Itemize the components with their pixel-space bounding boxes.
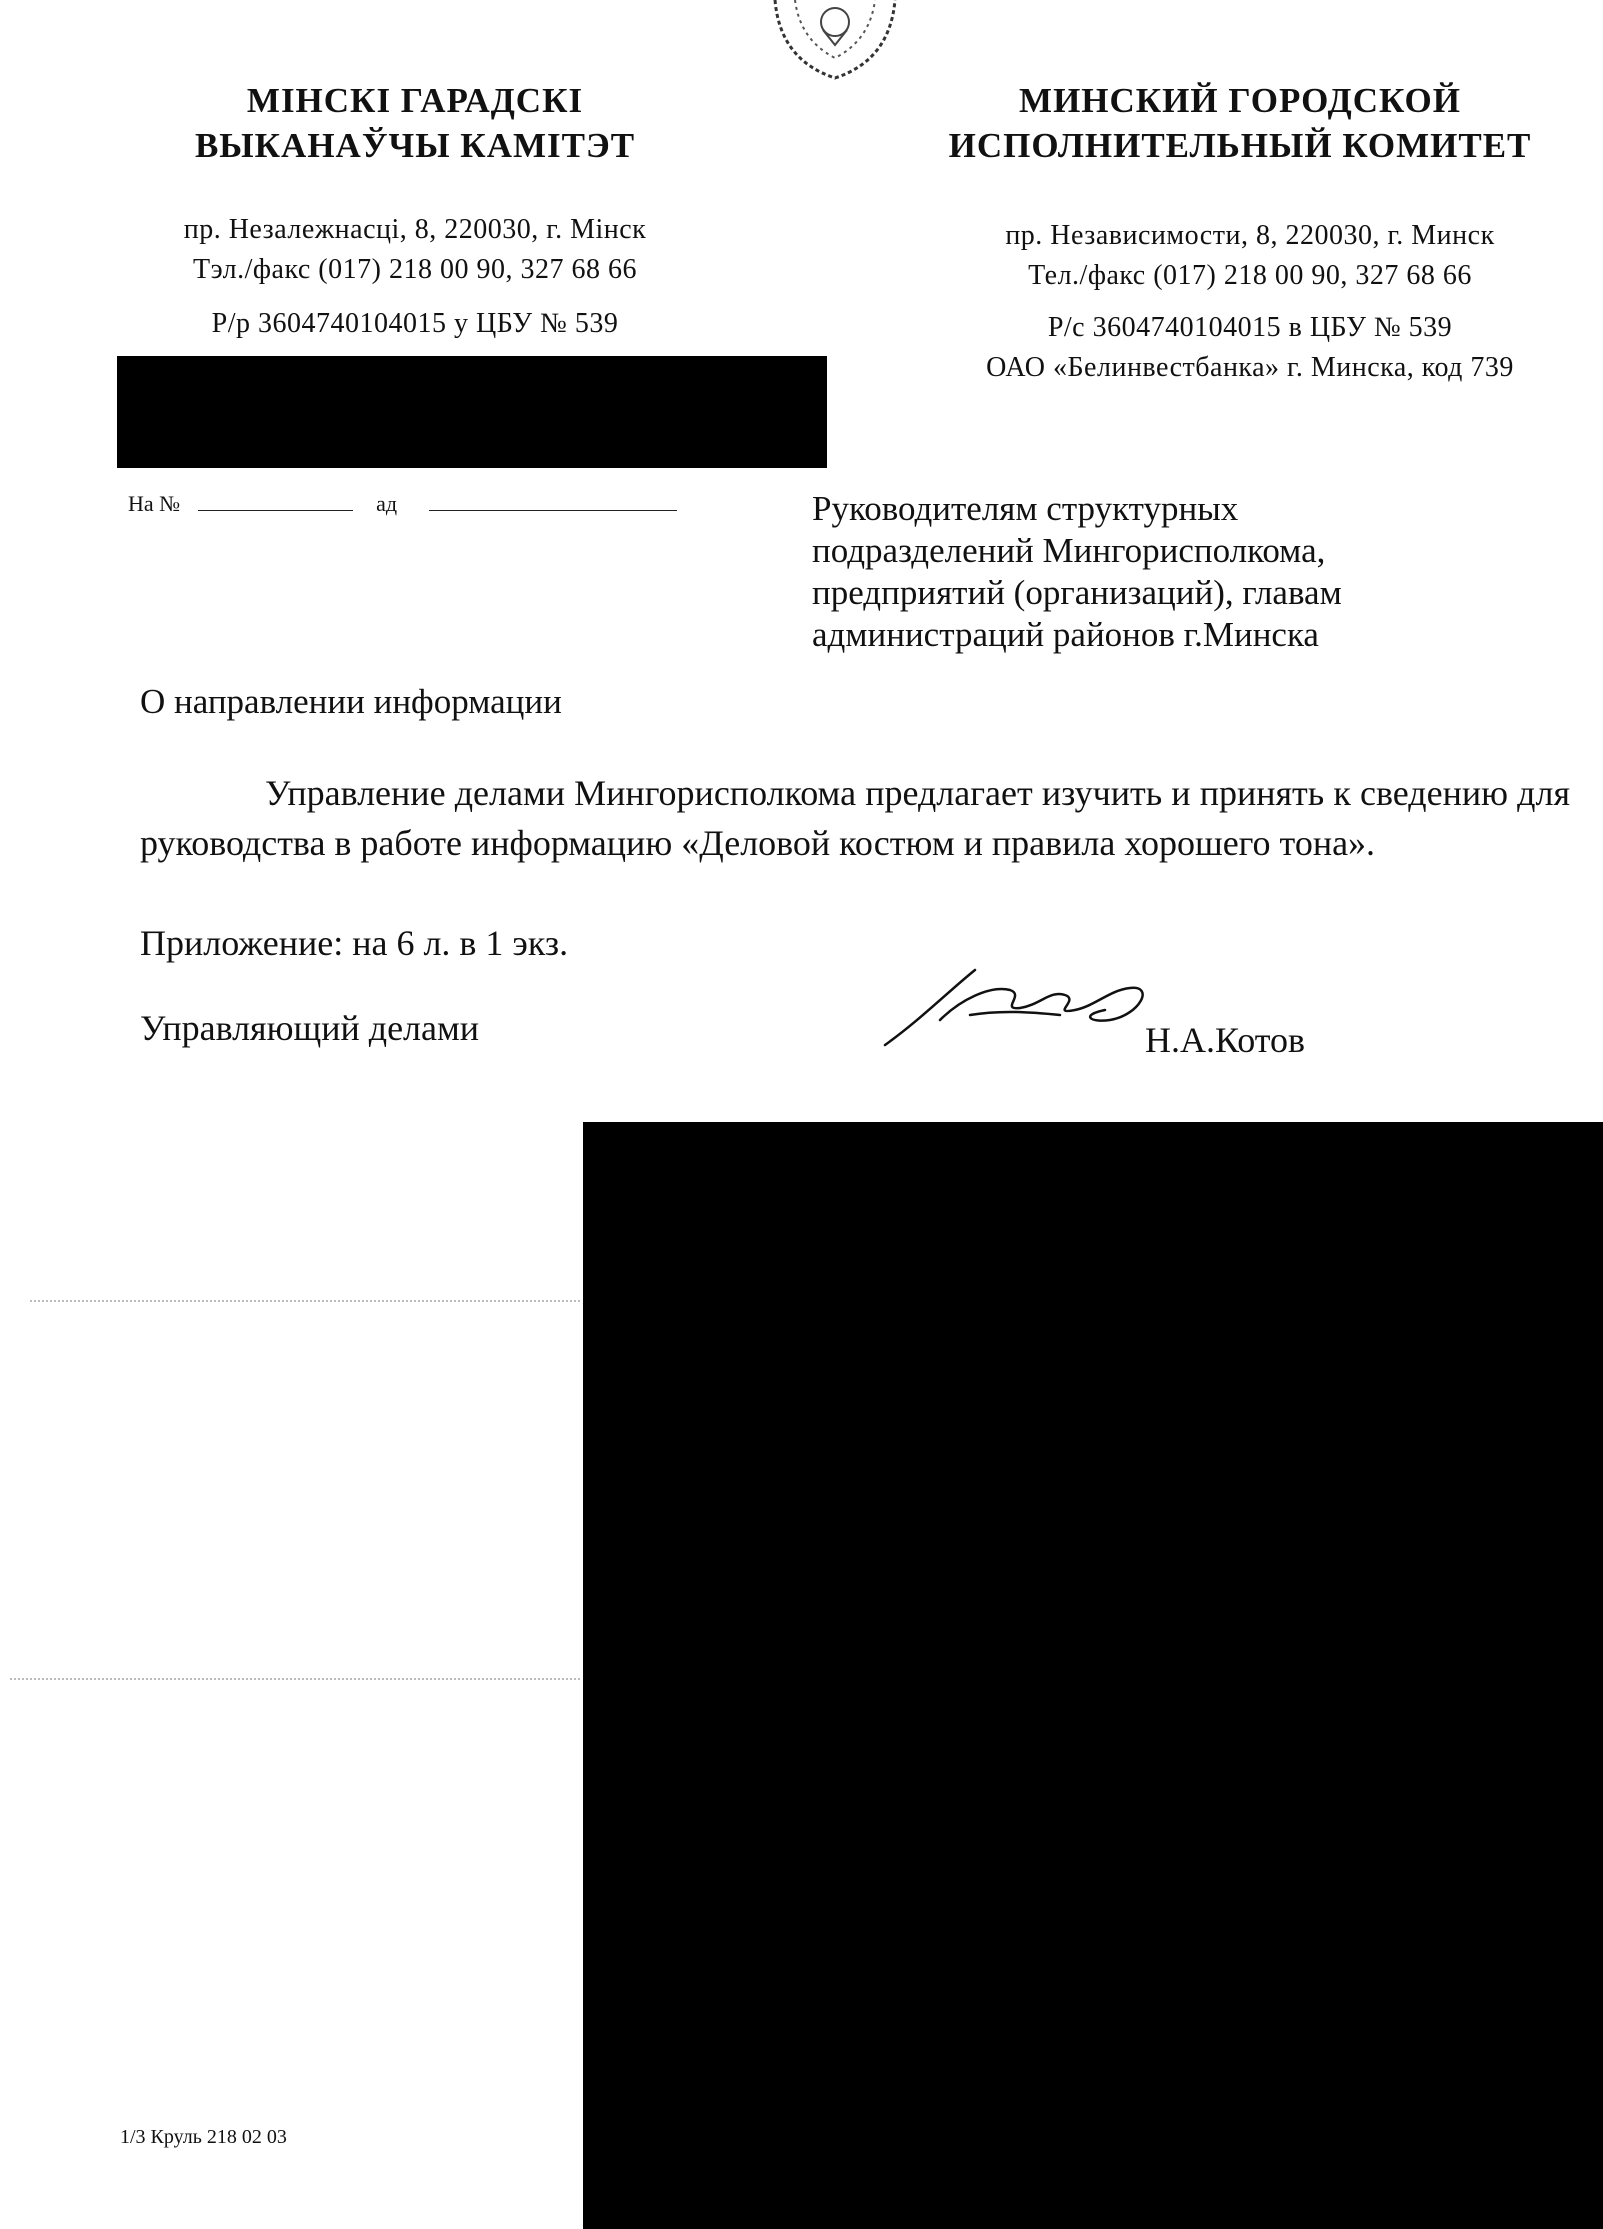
- right-account-line1: Р/с 3604740104015 в ЦБУ № 539: [1047, 312, 1453, 343]
- left-org-title: [130, 78, 700, 168]
- reference-date-blank: [429, 490, 677, 511]
- reference-from-label: ад: [376, 491, 398, 516]
- right-org-title-line1: МИНСКИЙ ГОРОДСКОЙ: [1019, 81, 1461, 120]
- signatory-name: Н.А.Котов: [1145, 1020, 1305, 1060]
- body-paragraph: [140, 768, 1570, 868]
- right-account: [930, 308, 1570, 388]
- executor-footer: 1/3 Круль 218 02 03: [120, 2126, 287, 2148]
- left-account: Р/р 3604740104015 у ЦБУ № 539: [211, 308, 619, 339]
- addressee-line4: администраций районов г.Минска: [812, 615, 1319, 654]
- handwritten-signature: [880, 960, 1180, 1060]
- signatory-position: Управляющий делами: [140, 1008, 480, 1048]
- faint-dotted-line-2: [10, 1678, 580, 1682]
- addressee-line3: предприятий (организаций), главам: [812, 573, 1342, 612]
- redaction-block-bottom: [583, 1122, 1603, 2229]
- faint-dotted-line-1: [30, 1300, 580, 1304]
- left-address-line2: Тэл./факс (017) 218 00 90, 327 68 66: [193, 254, 637, 285]
- attachment-line: Приложение: на 6 л. в 1 экз.: [140, 923, 569, 963]
- addressee-line1: Руководителям структурных: [812, 489, 1239, 528]
- right-account-line2: ОАО «Белинвестбанка» г. Минска, код 739: [986, 352, 1514, 383]
- reference-line: [128, 490, 728, 517]
- right-org-title: [920, 78, 1560, 168]
- right-address-line1: пр. Независимости, 8, 220030, г. Минск: [1005, 220, 1495, 251]
- left-org-title-line1: МІНСКІ ГАРАДСКІ: [246, 81, 584, 120]
- body-text: Управление делами Мингорисполкома предлагает изучить и принять к сведению для руководства в работе информацию «Деловой костюм и правила хорошего тона».: [140, 773, 1570, 863]
- right-address: [930, 216, 1570, 296]
- redaction-block-top: [117, 356, 827, 468]
- state-emblem-icon: [755, 0, 915, 80]
- addressee-block: [812, 488, 1512, 656]
- left-org-title-line2: ВЫКАНАЎЧЫ КАМІТЭТ: [194, 126, 636, 165]
- left-address-line1: пр. Незалежнасці, 8, 220030, г. Мінск: [183, 214, 647, 245]
- right-org-title-line2: ИСПОЛНИТЕЛЬНЫЙ КОМИТЕТ: [948, 126, 1532, 165]
- reference-number-label: На №: [128, 491, 181, 516]
- addressee-line2: подразделений Мингорисполкома,: [812, 531, 1326, 570]
- subject-line: О направлении информации: [140, 682, 562, 721]
- left-address: [130, 210, 700, 290]
- reference-number-blank: [198, 490, 353, 511]
- right-address-line2: Тел./факс (017) 218 00 90, 327 68 66: [1028, 260, 1472, 291]
